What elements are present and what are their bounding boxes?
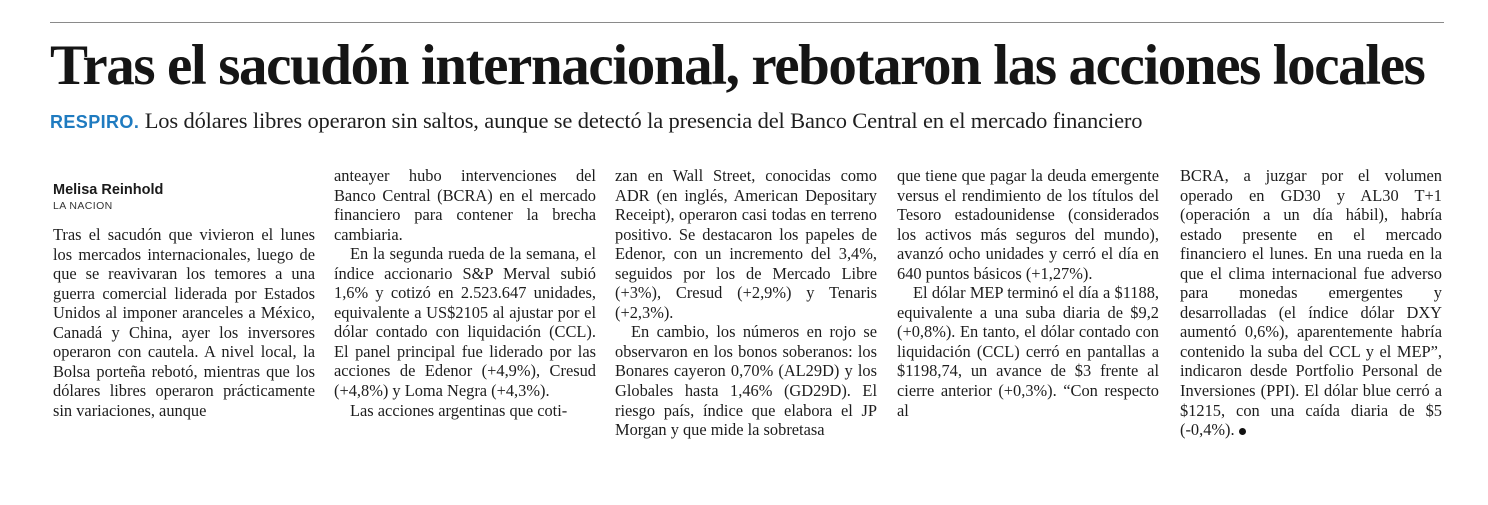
byline: [53, 181, 315, 213]
paragraph: [1180, 166, 1442, 440]
paragraph: Las acciones argentinas que coti-: [350, 400, 568, 420]
author-name: Melisa Reinhold: [53, 182, 164, 198]
article-column-3: [615, 166, 877, 440]
paragraph: Tras el sacudón que vivieron el lunes los mercados internacionales, luego de que se reavivaran los temores a una guerra comercial liderada por Estados Unidos al imponer aranceles a México, Canadá y China, ayer los inversores operaron con cautela. A nivel local, la Bolsa porteña rebotó, mientras que los dólares libres operaron prácticamente sin variaciones, aunque: [53, 225, 315, 420]
paragraph: En la segunda rueda de la semana, el índice accionario S&P Merval subió 1,6% y cotizó en 2.523.647 unidades, equivalente a US$2105 al ajustar por el dólar contado con liquidación (CCL). El panel principal fue liderado por las acciones de Edenor (+4,9%), Cresud (+4,8%) y Loma Negra (+4,3%).: [334, 244, 596, 401]
article-column-5: [1180, 166, 1442, 440]
paragraph: En cambio, los números en rojo se observaron en los bonos soberanos: los Bonares cayeron 0,70% (AL29D) y los Globales hasta 1,46% (GD29D). El riesgo país, índice que elabora el JP Morgan y que mide la sobretasa: [615, 322, 877, 440]
paragraph-text: BCRA, a juzgar por el volumen operado en GD30 y AL30 T+1 (operación a un día hábil), habría estado presente en el mercado financiero el lunes. En una rueda en la que el clima internacional fue adverso para monedas emergentes y desarrolladas (el índice dólar DXY aumentó 0,6%), aparentemente habría contenido la suba del CCL y el MEP”, indicaron desde Portfolio Personal de Inversiones (PPI). El dólar blue cerró a $1215, con una caída diaria de $5 (-0,4%).: [1180, 166, 1442, 440]
end-mark-icon: [1239, 428, 1246, 435]
paragraph: que tiene que pagar la deuda emergente versus el rendimiento de los títulos del Tesoro estadounidense (considerados los activos más seguros del mundo), avanzó ocho unidades y cerró el día en 640 puntos básicos (+1,27%).: [897, 166, 1159, 283]
deck-kicker: RESPIRO.: [50, 112, 140, 132]
paragraph: El dólar MEP terminó el día a $1188, equivalente a una suba diaria de $9,2 (+0,8%). En tanto, el dólar contado con liquidación (CCL) cerró en pantallas a $1198,74, un avance de $3 frente al cierre anterior (+0,3%). “Con respecto al: [897, 283, 1159, 420]
article-column-4: [897, 166, 1159, 420]
deck-text: Los dólares libres operaron sin saltos, aunque se detectó la presencia del Banco Central en el mercado financiero: [144, 108, 1143, 133]
author-outlet: LA NACION: [53, 200, 113, 212]
article-column-1: [53, 166, 315, 420]
headline: Tras el sacudón internacional, rebotaron las acciones locales: [50, 34, 1425, 97]
top-rule: [50, 22, 1444, 23]
deck: [50, 107, 1450, 136]
paragraph: anteayer hubo intervenciones del Banco Central (BCRA) en el mercado financiero para contener la brecha cambiaria.: [334, 166, 596, 244]
paragraph: zan en Wall Street, conocidas como ADR (en inglés, American Depositary Receipt), operaron casi todas en terreno positivo. Se destacaron los papeles de Edenor, con un incremento del 3,4%, seguidos por los de Mercado Libre (+3%), Cresud (+2,9%) y Tenaris (+2,3%).: [615, 166, 877, 322]
article-column-2: [334, 166, 596, 420]
